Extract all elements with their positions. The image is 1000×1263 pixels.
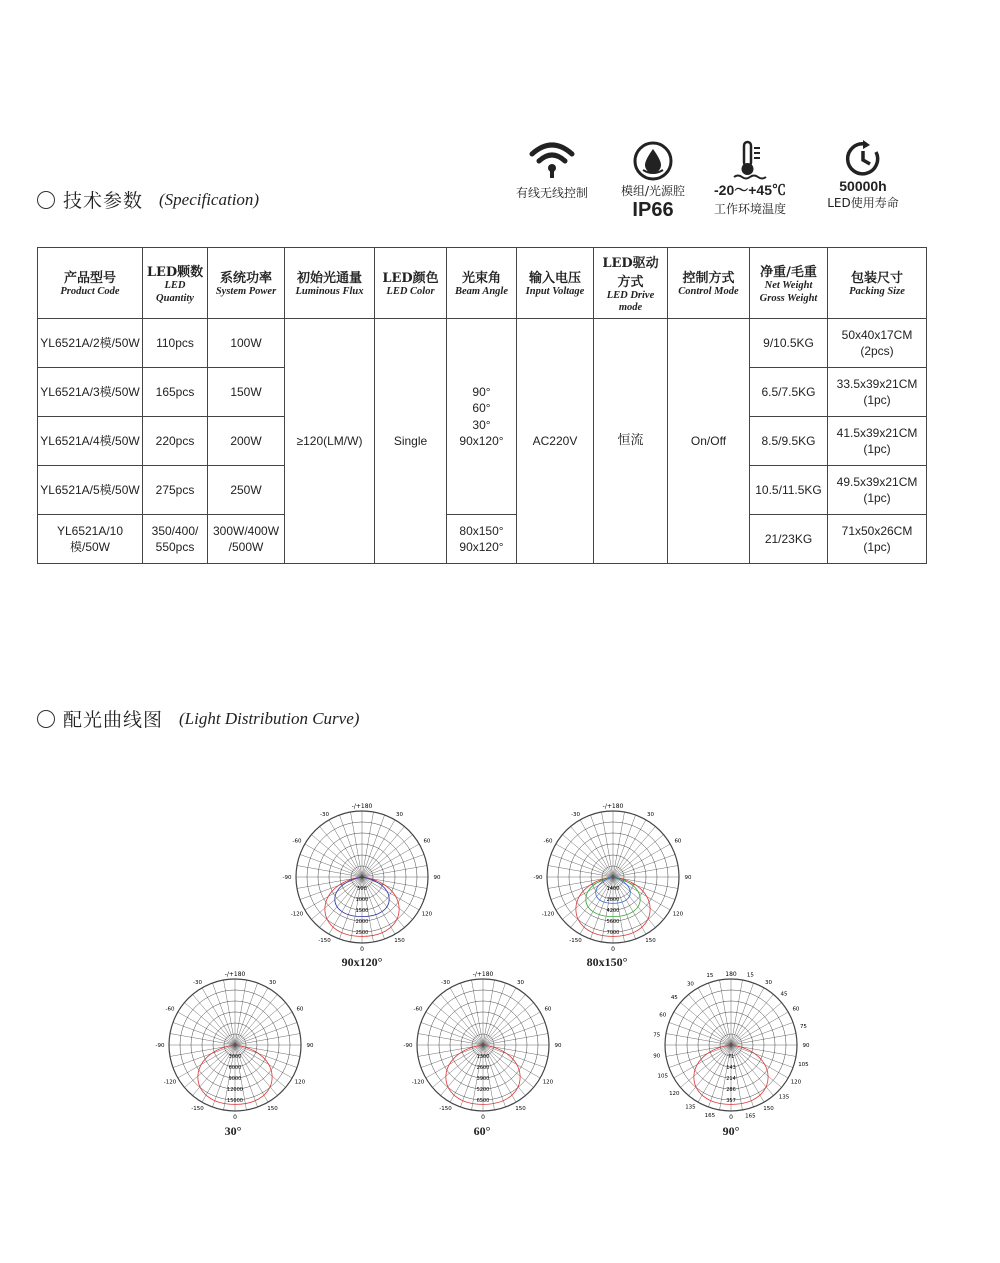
- angle-label: 15: [706, 972, 714, 979]
- cell-code: YL6521A/10模/50W: [38, 515, 143, 564]
- radial-label: 6500: [476, 1098, 490, 1104]
- cell-weight: 21/23KG: [750, 515, 828, 564]
- angle-label: 150: [515, 1106, 526, 1113]
- header-beam-angle: 光束角 Beam Angle: [447, 248, 517, 319]
- angle-label: 90: [802, 1043, 810, 1049]
- angle-label-top: 180: [725, 971, 737, 978]
- angle-label: 90: [684, 875, 692, 881]
- cell-code: YL6521A/3模/50W: [38, 368, 143, 417]
- feature-ip-value: IP66: [632, 199, 674, 221]
- cell-color: Single: [375, 319, 447, 564]
- thermometer-icon: [733, 140, 767, 180]
- angle-label: -60: [543, 838, 553, 845]
- header-drive-mode: LED驱动方式 LED Drive mode: [594, 248, 668, 319]
- cell-beam-last: 80x150° 90x120°: [447, 515, 517, 564]
- header-led-quantity: LED颗数 LED Quantity: [143, 248, 208, 319]
- angle-label: 120: [669, 1090, 680, 1097]
- feature-temp-label: 工作环境温度: [713, 202, 786, 216]
- cell-qty: 275pcs: [143, 466, 208, 515]
- cell-voltage: AC220V: [517, 319, 594, 564]
- angle-label: 150: [394, 938, 405, 945]
- angle-label: 150: [645, 938, 656, 945]
- radial-label: 5200: [476, 1087, 490, 1093]
- cell-drive: 恒流: [594, 319, 668, 564]
- feature-wireless-label: 有线无线控制: [515, 186, 588, 200]
- cell-pack: 50x40x17CM (2pcs): [828, 319, 927, 368]
- cell-pack: 71x50x26CM (1pc): [828, 515, 927, 564]
- angle-label: 90: [554, 1043, 562, 1049]
- cell-flux: ≥120(LM/W): [285, 319, 375, 564]
- radial-label: 7000: [606, 930, 620, 936]
- angle-label: -30: [320, 811, 329, 818]
- cell-code: YL6521A/2模/50W: [38, 319, 143, 368]
- radial-label: 3000: [228, 1054, 242, 1060]
- table-header-row: [38, 248, 927, 319]
- angle-label: 75: [799, 1024, 807, 1031]
- angle-label: 45: [780, 991, 788, 998]
- cell-control: On/Off: [668, 319, 750, 564]
- radial-label: 1300: [476, 1054, 490, 1060]
- curve-title-cn: 配光曲线图: [63, 709, 164, 731]
- angle-label: -90: [155, 1043, 165, 1049]
- polar-chart-90x120: [277, 799, 447, 953]
- feature-temp-value: -20～+45℃: [714, 182, 786, 198]
- angle-label: 105: [798, 1061, 809, 1068]
- radial-label: 357: [726, 1098, 736, 1104]
- circle-bullet-icon: [37, 191, 55, 209]
- angle-label-bottom: 0: [611, 946, 615, 953]
- angle-label: 150: [763, 1106, 774, 1113]
- angle-label: 135: [778, 1094, 790, 1101]
- curve-title-en: (Light Distribution Curve): [179, 708, 360, 728]
- angle-label: -150: [439, 1106, 452, 1113]
- chart-caption-90x120: 90x120°: [341, 955, 383, 969]
- angle-label: 30: [517, 979, 524, 986]
- angle-label: -150: [318, 938, 331, 945]
- radial-label: 15000: [227, 1098, 243, 1104]
- cell-qty: 220pcs: [143, 417, 208, 466]
- angle-label-bottom: 0: [481, 1114, 485, 1121]
- feature-lifespan: [803, 140, 923, 211]
- polar-chart-60: [398, 967, 568, 1121]
- cell-qty: 165pcs: [143, 368, 208, 417]
- cell-qty: 350/400/ 550pcs: [143, 515, 208, 564]
- angle-label: 120: [790, 1079, 802, 1086]
- radial-label: 143: [726, 1065, 736, 1071]
- angle-label: -60: [413, 1006, 423, 1013]
- cell-code: YL6521A/4模/50W: [38, 417, 143, 466]
- cell-qty: 110pcs: [143, 319, 208, 368]
- curve-section-title: [37, 705, 359, 732]
- radial-label: 1000: [355, 897, 369, 903]
- angle-label: -120: [411, 1079, 425, 1086]
- radial-label: 2000: [355, 919, 369, 925]
- cell-weight: 10.5/11.5KG: [750, 466, 828, 515]
- cell-weight: 8.5/9.5KG: [750, 417, 828, 466]
- cell-power: 300W/400W /500W: [208, 515, 285, 564]
- radial-label: 4200: [606, 908, 620, 914]
- angle-label: -30: [571, 811, 580, 818]
- feature-temperature: [690, 140, 810, 217]
- angle-label: 30: [647, 811, 654, 818]
- angle-label: 105: [657, 1073, 669, 1080]
- angle-label: 120: [672, 911, 684, 918]
- spec-title-en: (Specification): [159, 189, 260, 209]
- angle-label: 15: [746, 972, 754, 979]
- angle-label: 30: [686, 981, 694, 988]
- cell-pack: 49.5x39x21CM (1pc): [828, 466, 927, 515]
- cell-pack: 33.5x39x21CM (1pc): [828, 368, 927, 417]
- angle-label: -90: [403, 1043, 413, 1049]
- chart-caption-60: 60°: [473, 1124, 491, 1138]
- feature-lifespan-label: LED使用寿命: [827, 196, 899, 210]
- feature-lifespan-value: 50000h: [839, 178, 887, 194]
- radial-label: 214: [726, 1076, 736, 1082]
- cell-beam-main: 90° 60° 30° 90x120°: [447, 319, 517, 515]
- angle-label: 60: [674, 838, 682, 845]
- angle-label: -60: [292, 838, 302, 845]
- angle-label: -150: [191, 1106, 204, 1113]
- cell-pack: 41.5x39x21CM (1pc): [828, 417, 927, 466]
- angle-label: 60: [659, 1012, 667, 1019]
- header-led-color: LED颜色 LED Color: [375, 248, 447, 319]
- angle-label: 165: [704, 1113, 716, 1120]
- angle-label: -120: [290, 911, 304, 918]
- radial-label: 12000: [227, 1087, 243, 1093]
- cell-power: 100W: [208, 319, 285, 368]
- header-packing-size: 包装尺寸 Packing Size: [828, 248, 927, 319]
- angle-label: 150: [267, 1106, 278, 1113]
- angle-label-bottom: 0: [729, 1114, 733, 1121]
- radial-label: 500: [357, 886, 367, 892]
- polar-chart-90: [646, 967, 816, 1121]
- spec-title-cn: 技术参数: [63, 190, 144, 212]
- angle-label: -120: [163, 1079, 177, 1086]
- angle-label: 60: [544, 1006, 552, 1013]
- header-luminous-flux: 初始光通量 Luminous Flux: [285, 248, 375, 319]
- chart-caption-30: 30°: [224, 1124, 242, 1138]
- angle-label: 60: [792, 1006, 800, 1013]
- spec-table: [37, 247, 927, 564]
- cell-weight: 9/10.5KG: [750, 319, 828, 368]
- angle-label: 90: [306, 1043, 314, 1049]
- radial-label: 9000: [228, 1076, 242, 1082]
- cell-power: 150W: [208, 368, 285, 417]
- radial-label: 286: [726, 1087, 736, 1093]
- angle-label-bottom: 0: [233, 1114, 237, 1121]
- table-row: [38, 319, 927, 368]
- angle-label: 60: [296, 1006, 304, 1013]
- angle-label: 30: [396, 811, 403, 818]
- circle-bullet-icon: [37, 710, 55, 728]
- angle-label: -60: [165, 1006, 175, 1013]
- radial-label: 5600: [606, 919, 620, 925]
- radial-label: 2800: [606, 897, 620, 903]
- header-weight: 净重/毛重 Net Weight Gross Weight: [750, 248, 828, 319]
- angle-label: 60: [423, 838, 431, 845]
- angle-label-top: -/+180: [224, 971, 246, 978]
- angle-label: 30: [765, 979, 772, 986]
- header-product-code: 产品型号 Product Code: [38, 248, 143, 319]
- polar-chart-80x150: [528, 799, 698, 953]
- cell-power: 250W: [208, 466, 285, 515]
- angle-label: 120: [421, 911, 433, 918]
- spec-section-title: [37, 186, 259, 213]
- angle-label: -30: [441, 979, 450, 986]
- header-input-voltage: 输入电压 Input Voltage: [517, 248, 594, 319]
- angle-label: -90: [282, 875, 292, 881]
- radial-label: 6000: [228, 1065, 242, 1071]
- cell-power: 200W: [208, 417, 285, 466]
- angle-label: 45: [670, 995, 678, 1002]
- radial-label: 1500: [355, 908, 369, 914]
- header-control-mode: 控制方式 Control Mode: [668, 248, 750, 319]
- radial-label: 71: [727, 1054, 735, 1060]
- radial-label: 3900: [476, 1076, 490, 1082]
- angle-label: -150: [569, 938, 582, 945]
- feature-ip-label: 模组/光源腔: [620, 184, 686, 198]
- angle-label-top: -/+180: [472, 971, 494, 978]
- angle-label-top: -/+180: [351, 803, 373, 810]
- radial-label: 2500: [355, 930, 369, 936]
- angle-label: 120: [542, 1079, 554, 1086]
- angle-label: -90: [533, 875, 543, 881]
- polar-chart-30: [150, 967, 320, 1121]
- chart-caption-80x150: 80x150°: [586, 955, 628, 969]
- angle-label: 75: [653, 1032, 661, 1039]
- cell-code: YL6521A/5模/50W: [38, 466, 143, 515]
- table-row: [38, 515, 927, 564]
- chart-caption-90: 90°: [722, 1124, 740, 1138]
- clock-icon: [843, 140, 883, 178]
- angle-label: 120: [294, 1079, 306, 1086]
- angle-label: 165: [745, 1113, 756, 1120]
- angle-label-bottom: 0: [360, 946, 364, 953]
- angle-label: 30: [269, 979, 276, 986]
- angle-label: 90: [433, 875, 441, 881]
- cell-weight: 6.5/7.5KG: [750, 368, 828, 417]
- angle-label: 90: [653, 1053, 661, 1060]
- water-drop-icon: [632, 140, 674, 182]
- angle-label: -120: [541, 911, 555, 918]
- wifi-icon: [530, 140, 574, 180]
- angle-label: -30: [193, 979, 202, 986]
- angle-label-top: -/+180: [602, 803, 624, 810]
- angle-label: 135: [685, 1104, 696, 1111]
- header-system-power: 系统功率 System Power: [208, 248, 285, 319]
- radial-label: 2600: [476, 1065, 490, 1071]
- radial-label: 1400: [606, 886, 620, 892]
